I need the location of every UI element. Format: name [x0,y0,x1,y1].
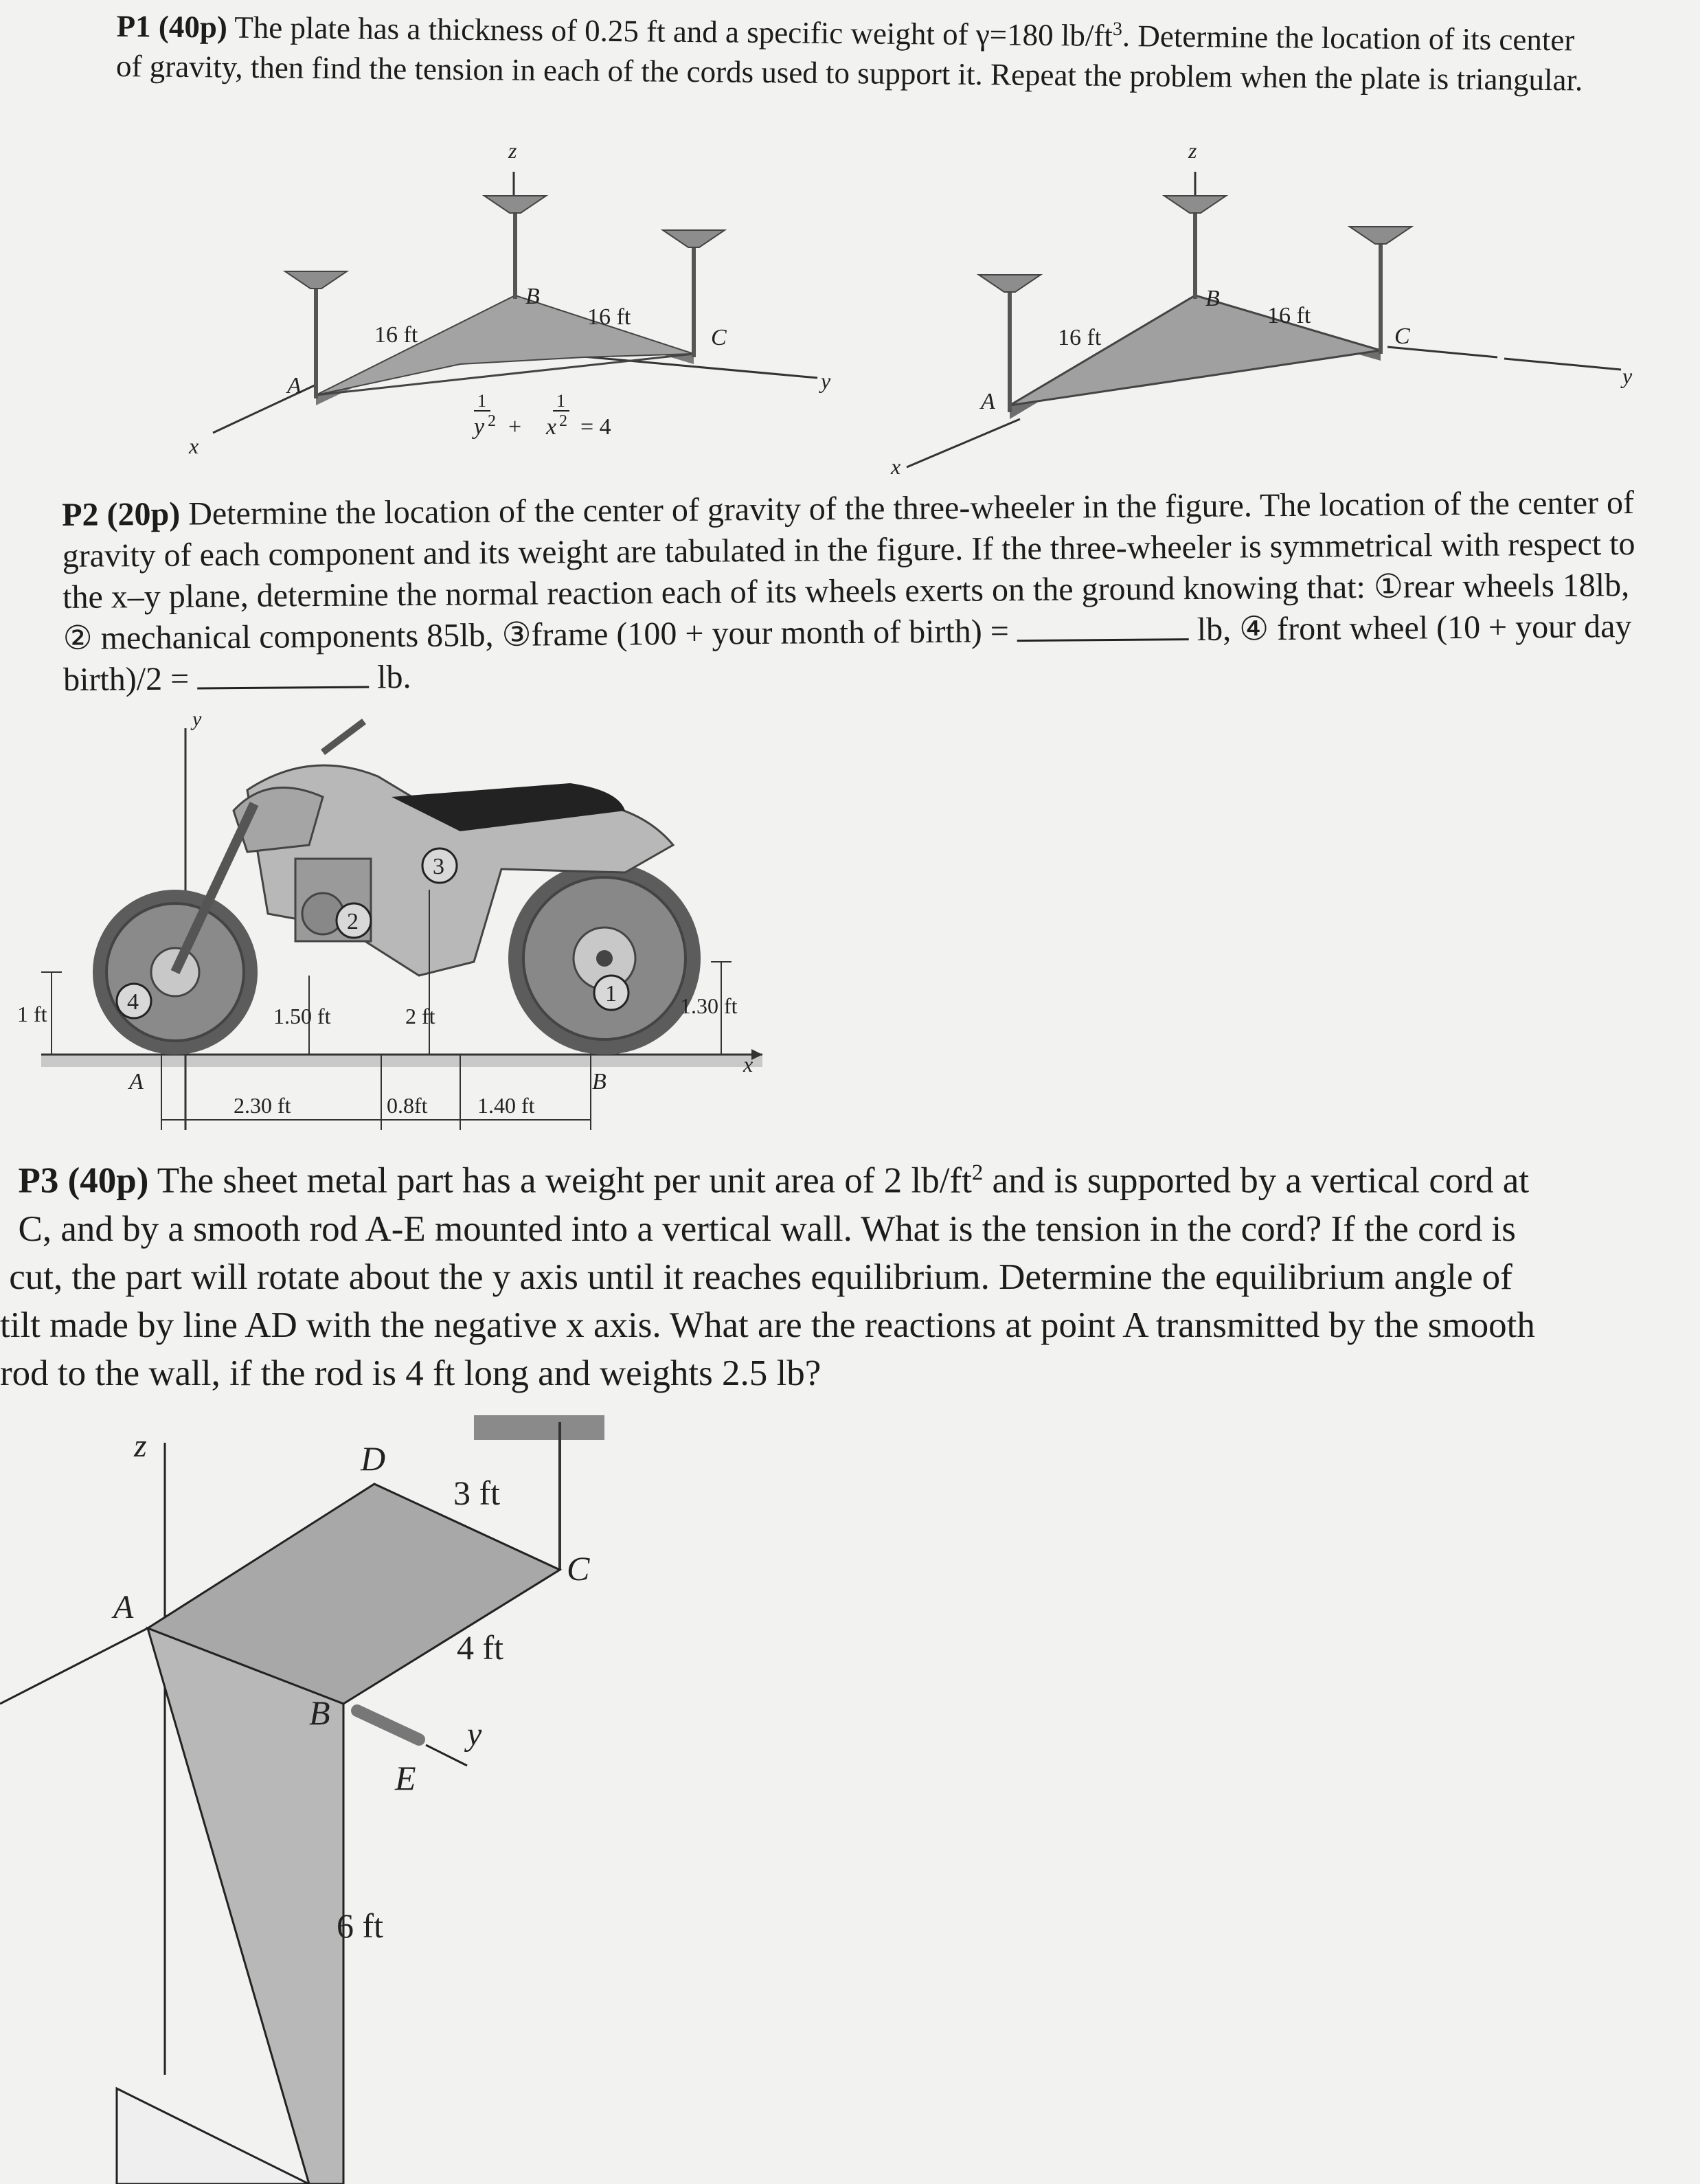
p3-figure-sheet-metal [0,1401,687,2184]
p3-line-4: tilt made by line AD with the negative x axis. What are the reactions at point A transmitted by the smooth [0,1305,1535,1345]
dim-3ft: 3 ft [453,1474,501,1512]
svg-text:3: 3 [433,854,444,879]
hanger-b [1164,196,1226,213]
point-c: C [711,325,727,350]
hanger-c [663,230,725,247]
dim-150ft: 1.50 ft [273,1004,331,1028]
dim-08ft: 0.8ft [387,1093,428,1118]
point-a: A [129,1069,144,1094]
dim-6ft: 6 ft [337,1906,384,1945]
p2-statement [62,482,1650,701]
svg-text:x: x [546,414,557,440]
y-label: y [467,1716,482,1753]
p3-line-1: P3 (40p) The sheet metal part has a weight per unit area of 2 $lb/ft^2$ and is supported by a vertical cord at [18,1160,1530,1201]
p3-line-2: C, and by a smooth rod A-E mounted into a vertical wall. What is the tension in the cord? If the cord is [18,1208,1516,1249]
point-d: D [361,1439,386,1478]
svg-text:y: y [474,414,485,440]
dim-16ft-right: 16 ft [587,304,631,330]
x-label: x [743,1052,753,1077]
cord-a [314,278,318,398]
dim-16ft-right: 16 ft [1267,303,1311,328]
point-e: E [395,1759,416,1797]
point-b: B [592,1069,607,1094]
day-answer-blank[interactable] [197,658,369,689]
cord-a [1008,282,1012,412]
p2-text-mid: lb, ④ front wheel (10 + your day birth)/2 = [63,608,1632,698]
p2-label: P2 (20p) [62,495,181,533]
p2-text: Determine the location of the center of gravity of the three-wheeler in the figure. The location of the center of gravity of each component and its weight are tabulated in the figure. If the three-wheeler is symmetrical with respect to the x–y plane, determine the normal reaction each of its wheels exerts on the ground knowing that: ①rear wheels 18lb, ② mechanical components 85lb, ③frame (100 + your month of birth) = [62,484,1635,657]
dim-16ft-left: 16 ft [374,322,418,348]
p1-text-end: . Determine the location of its center of gravity, then find the tension in each of the cords used to support it. Repeat the problem when the plate is triangular. [115,19,1583,98]
x-label: x [891,454,901,479]
dim-1ft: 1 ft [17,1002,47,1026]
point-b: B [309,1693,330,1732]
point-a: A [287,373,302,398]
p3-statement [0,1149,1700,1397]
point-b: B [525,284,540,309]
x-axis-line [0,1628,148,1704]
svg-text:4: 4 [127,989,139,1015]
svg-text:+: + [508,414,522,440]
dim-16ft-left: 16 ft [1058,325,1102,350]
p1-label: P1 (40p) [116,8,228,45]
point-c: C [567,1549,590,1588]
svg-text:1: 1 [605,981,617,1006]
point-c: C [1394,324,1410,349]
rod-ae [357,1711,419,1740]
y-label: y [1622,363,1633,388]
wall-top [474,1415,604,1440]
p3-label: P3 (40p) [18,1160,149,1201]
dim-4ft: 4 ft [457,1628,504,1667]
handlebar [323,721,364,752]
p1-text: The plate has a thickness of 0.25 ft and a specific weight of γ=180 lb/ft [227,10,1113,53]
month-answer-blank[interactable] [1017,611,1189,642]
svg-text:1: 1 [556,391,565,411]
triangular-plate [1010,295,1381,405]
p1-text-sup: 3 [1112,18,1123,41]
dim-2ft: 2 ft [405,1004,435,1028]
point-a: A [113,1589,134,1625]
x-axis-line [907,419,1020,467]
p1-figure-triangular-plate [872,124,1648,481]
curve-equation [472,391,611,440]
y-axis-line [426,1745,467,1766]
z-label: z [134,1428,147,1464]
cord-c [1379,234,1383,354]
y-label: y [821,368,831,393]
cord-b [513,203,517,299]
svg-text:= 4: = 4 [580,414,611,440]
ground [41,1055,762,1067]
hanger-b [484,196,546,213]
p2-figure-three-wheeler [17,701,804,1140]
hanger-a [285,271,347,289]
dim-130ft: 1.30 ft [680,993,738,1018]
z-label: z [508,138,517,163]
p2-text-end: lb. [368,659,411,696]
svg-text:2: 2 [347,909,359,934]
point-b: B [1205,286,1220,311]
cord-b [1193,203,1197,299]
svg-text:2: 2 [559,412,567,430]
p1-statement [116,0,1594,100]
curved-plate [316,295,694,395]
svg-text:2: 2 [488,412,496,430]
x-label: x [189,434,199,458]
cord-c [692,237,696,357]
p1-figure-curved-plate [89,124,865,481]
hanger-a [979,275,1041,292]
y-label: y [192,708,202,730]
point-a: A [981,389,995,414]
p3-line-3: cut, the part will rotate about the y axis until it reaches equilibrium. Determine the equilibrium angle of [9,1257,1512,1297]
svg-text:1: 1 [477,391,486,411]
p3-line-5: rod to the wall, if the rod is 4 ft long and weights 2.5 lb? [0,1353,821,1393]
dim-230ft: 2.30 ft [234,1093,291,1118]
hanger-c [1350,227,1412,244]
wall-base [117,2089,309,2184]
dim-140ft: 1.40 ft [477,1093,535,1118]
z-label: z [1188,138,1197,163]
